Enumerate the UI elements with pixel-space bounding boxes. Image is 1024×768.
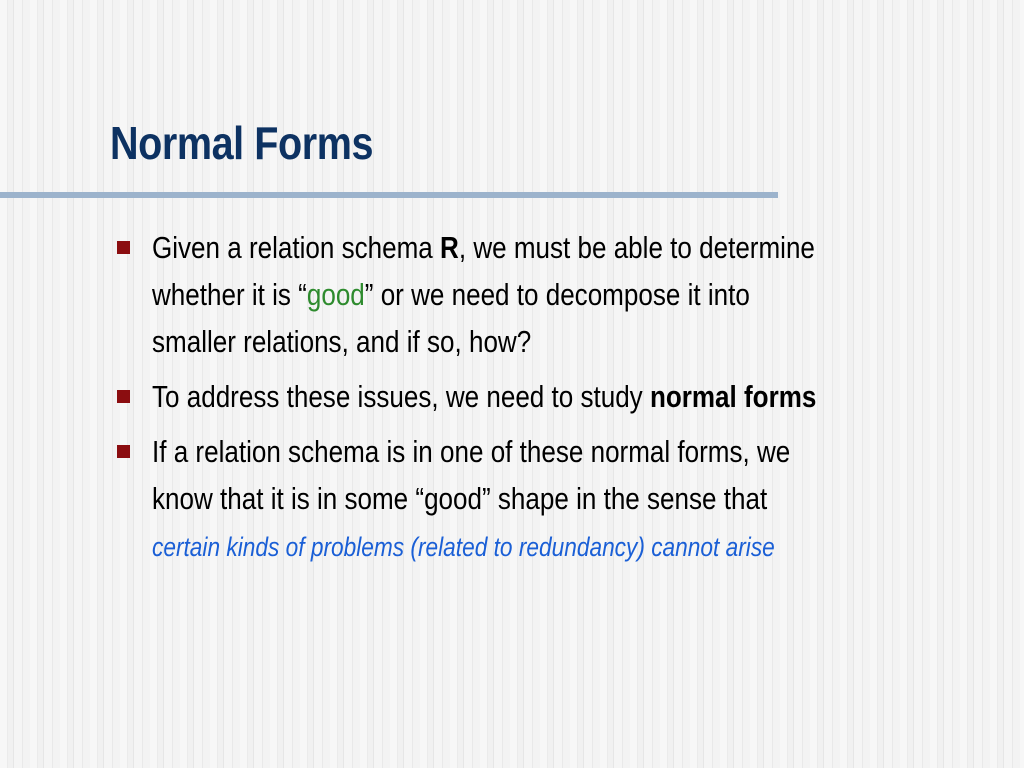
bullet-item-2	[117, 373, 997, 420]
bullet-item-3	[117, 428, 997, 571]
schema-r: R	[440, 230, 459, 265]
bullet-text-3: If a relation schema is in one of these normal forms, we know that it is in some “good” shape in the sense that certain kinds of problems (related to redundancy) cannot arise	[152, 434, 791, 562]
title-divider	[0, 192, 778, 198]
normal-forms-term: normal forms	[649, 379, 817, 414]
square-bullet-icon	[117, 390, 130, 403]
redundancy-note: certain kinds of problems (related to redundancy) cannot arise	[152, 532, 775, 562]
good-highlight: good	[306, 277, 365, 312]
bullet-list	[117, 224, 997, 579]
bullet-text-2: To address these issues, we need to study normal forms	[152, 379, 817, 414]
square-bullet-icon	[117, 445, 130, 458]
bullet-item-1	[117, 224, 997, 365]
bullet-text-1: Given a relation schema R, we must be able to determine whether it is “good” or we need to decompose it into smaller relations, and if so, how?	[152, 230, 815, 359]
square-bullet-icon	[117, 241, 130, 254]
slide-title: Normal Forms	[110, 117, 374, 169]
